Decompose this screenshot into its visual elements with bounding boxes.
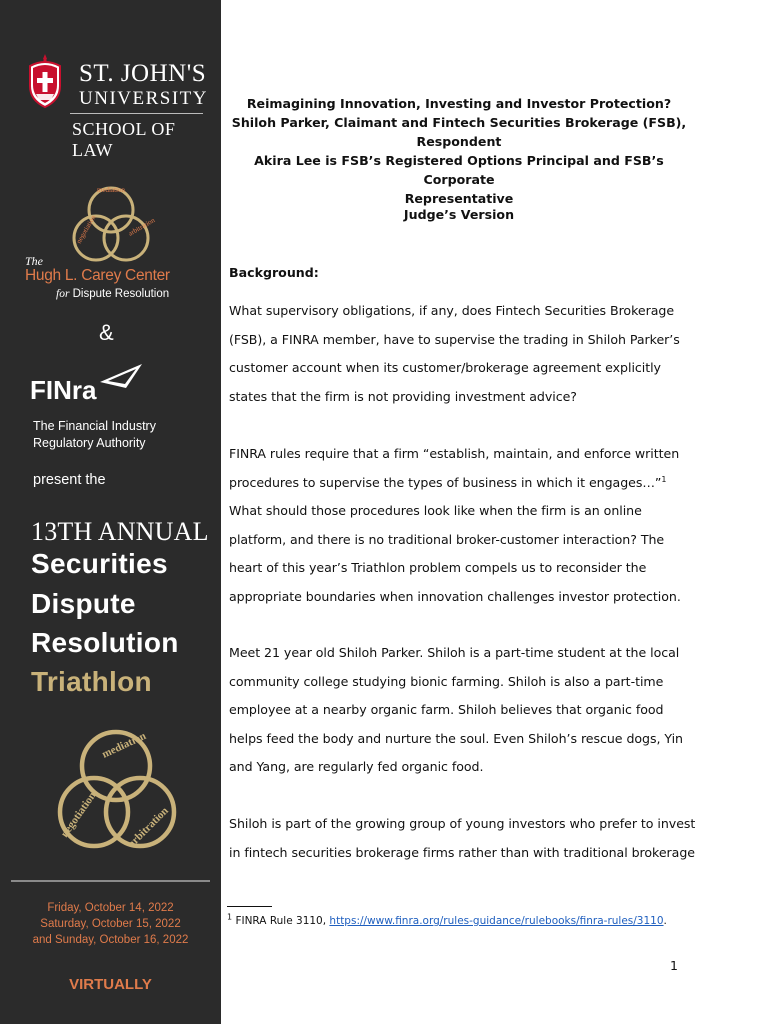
finra-logo-icon bbox=[30, 362, 145, 402]
date-line-3: and Sunday, October 16, 2022 bbox=[32, 934, 189, 946]
p2-line-text: procedures to supervise the types of business in which it engages…” bbox=[229, 474, 662, 490]
header-line-2: Shiloh Parker, Claimant and Fintech Securities Brokerage (FSB), bbox=[231, 115, 687, 130]
virtually-label: VIRTUALLY bbox=[69, 976, 152, 993]
event-sidebar bbox=[0, 0, 221, 1024]
version-label: Judge’s Version bbox=[403, 207, 515, 222]
p3-line: community college studying bionic farming. Shiloh is also a part-time bbox=[229, 673, 664, 689]
carey-dispute: Dispute Resolution bbox=[72, 288, 170, 300]
footnote-end: . bbox=[663, 915, 667, 927]
triathlon-rings-icon bbox=[64, 180, 159, 272]
university-name: ST. JOHN'S bbox=[79, 60, 207, 87]
date-line-2: Saturday, October 15, 2022 bbox=[40, 918, 181, 930]
ring-label-mediation-large: mediation bbox=[100, 729, 148, 761]
university-word: UNIVERSITY bbox=[79, 88, 208, 109]
p2-line: FINRA rules require that a firm “establish, maintain, and enforce written bbox=[229, 446, 680, 461]
title-line-dispute: Dispute bbox=[31, 588, 136, 619]
triathlon-rings-large-icon bbox=[52, 720, 182, 860]
footnote-ref[interactable]: 1 bbox=[661, 474, 667, 484]
paragraph-2 bbox=[229, 440, 699, 611]
event-dates bbox=[12, 900, 209, 948]
ampersand: & bbox=[99, 320, 114, 345]
header-line-5: Representative bbox=[404, 191, 514, 206]
p1-line: states that the firm is not providing investment advice? bbox=[229, 388, 577, 404]
finra-wordmark: FINra bbox=[30, 375, 97, 402]
footnote-divider bbox=[227, 906, 272, 907]
finra-fullname bbox=[33, 418, 156, 452]
ring-label-arbitration: arbitration bbox=[127, 216, 157, 238]
p3-line: helps feed the body and nurture the soul. Even Shiloh’s rescue dogs, Yin bbox=[229, 730, 683, 746]
school-of-law: SCHOOL OF LAW bbox=[72, 119, 176, 160]
ring-label-mediation: mediation bbox=[97, 186, 125, 194]
st-johns-seal-icon bbox=[24, 52, 66, 110]
footnote bbox=[227, 912, 667, 927]
p3-line: Meet 21 year old Shiloh Parker. Shiloh is a part-time student at the local bbox=[229, 645, 680, 660]
page-number: 1 bbox=[670, 958, 678, 973]
background-heading: Background: bbox=[229, 265, 319, 280]
divider bbox=[70, 113, 203, 114]
ring-label-negotiation: negotiation bbox=[74, 213, 98, 245]
header-line-4: Akira Lee is FSB’s Registered Options Principal and FSB’s Corporate bbox=[254, 153, 664, 187]
finra-line-2: Regulatory Authority bbox=[33, 436, 146, 450]
carey-subtitle bbox=[56, 288, 169, 300]
carey-for: for bbox=[56, 288, 70, 300]
title-line-resolution: Resolution bbox=[31, 627, 179, 658]
p3-line: and Yang, are regularly fed organic food. bbox=[229, 759, 484, 774]
paragraph-3 bbox=[229, 639, 699, 782]
p2-line: What should those procedures look like when the firm is an online bbox=[229, 503, 642, 518]
annual-label: 13TH ANNUAL bbox=[31, 517, 209, 546]
p2-line: heart of this year’s Triathlon problem compels us to reconsider the bbox=[229, 560, 647, 575]
paragraph-4 bbox=[229, 810, 699, 867]
finra-line-1: The Financial Industry bbox=[33, 419, 156, 433]
paragraph-1 bbox=[229, 297, 699, 411]
present-the: present the bbox=[33, 472, 106, 488]
date-line-1: Friday, October 14, 2022 bbox=[47, 902, 174, 914]
p2-line: platform, and there is no traditional broker-customer interaction? The bbox=[229, 531, 665, 547]
p4-line: Shiloh is part of the growing group of young investors who prefer to invest bbox=[229, 816, 696, 831]
p1-line: (FSB), a FINRA member, have to supervise the trading in Shiloh Parker’s bbox=[229, 331, 680, 347]
p1-line: customer account when its customer/brokerage agreement explicitly bbox=[229, 360, 661, 375]
document-header bbox=[229, 94, 689, 208]
header-line-1: Reimagining Innovation, Investing and Investor Protection? bbox=[246, 96, 672, 111]
title-line-triathlon: Triathlon bbox=[31, 666, 152, 697]
p1-line: What supervisory obligations, if any, does Fintech Securities Brokerage bbox=[229, 303, 675, 318]
p4-line: in fintech securities brokerage firms rather than with traditional brokerage bbox=[229, 844, 695, 860]
p2-line-with-footnote bbox=[229, 469, 699, 498]
p2-line: appropriate boundaries when innovation challenges investor protection. bbox=[229, 588, 681, 604]
sidebar-divider bbox=[11, 880, 210, 882]
ring-label-negotiation-large: negotiation bbox=[58, 789, 99, 840]
footnote-number: 1 bbox=[227, 912, 233, 922]
footnote-link[interactable]: https://www.finra.org/rules-guidance/rulebooks/finra-rules/3110 bbox=[329, 915, 664, 927]
title-line-securities: Securities bbox=[31, 548, 168, 579]
carey-the: The bbox=[25, 254, 43, 268]
ring-label-arbitration-large: arbitration bbox=[125, 804, 171, 851]
footnote-text: FINRA Rule 3110, bbox=[235, 915, 327, 927]
carey-center-name: Hugh L. Carey Center bbox=[25, 267, 170, 284]
p3-line: employee at a nearby organic farm. Shiloh believes that organic food bbox=[229, 702, 664, 717]
header-line-3: Respondent bbox=[416, 134, 502, 149]
